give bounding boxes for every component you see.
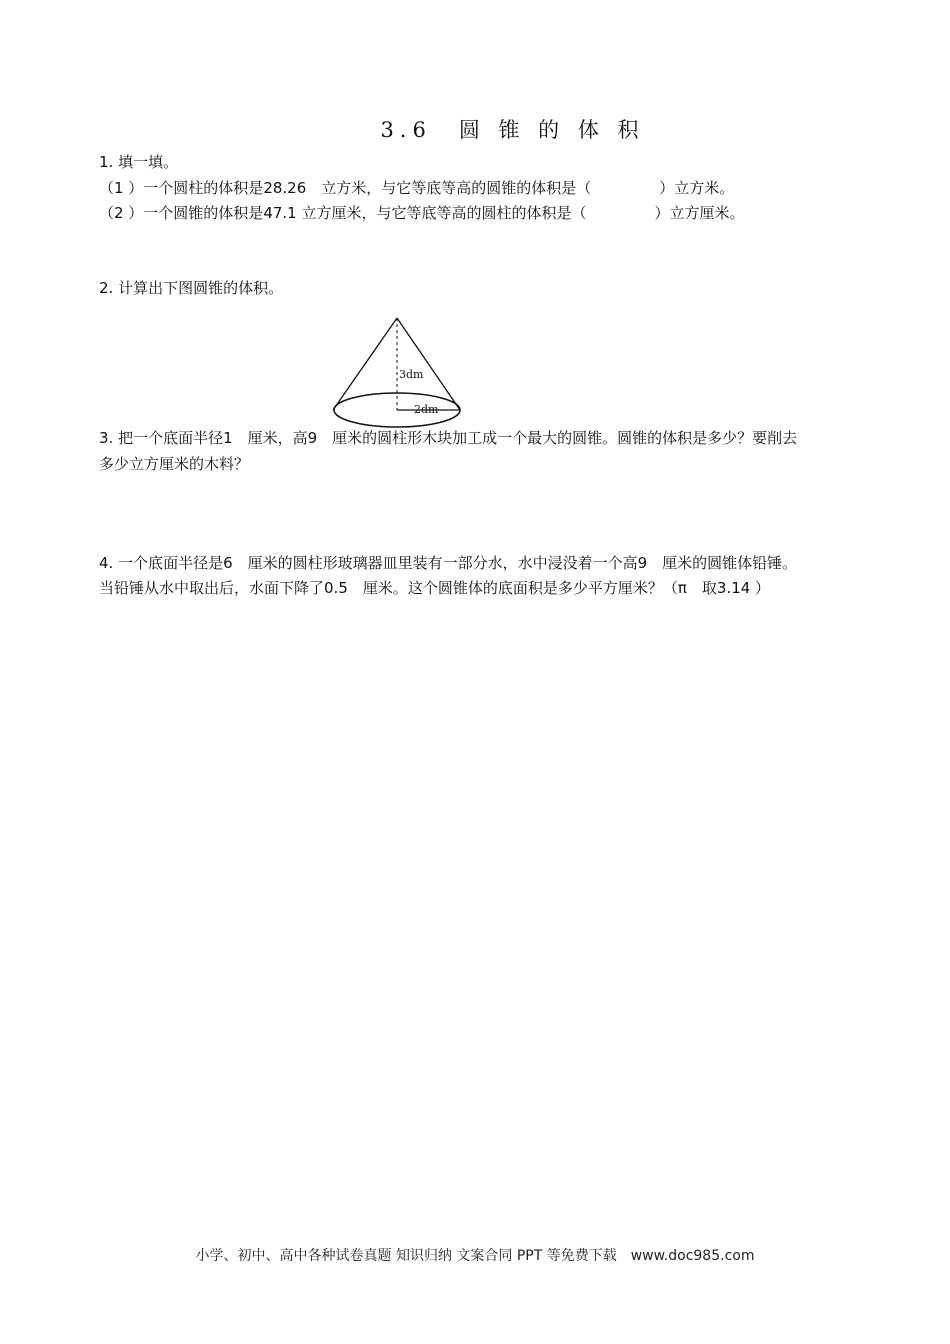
question-3-line-1: 3. 把一个底面半径1 厘米，高9 厘米的圆柱形木块加工成一个最大的圆锥。圆锥的体积是多少？要削去 xyxy=(99,429,798,447)
question-1-part-2 xyxy=(99,203,745,223)
question-1-part-1-unit: ）立方米。 xyxy=(659,179,735,197)
question-1-part-1-text: （1 ）一个圆柱的体积是28.26 立方米，与它等底等高的圆锥的体积是（ xyxy=(99,179,592,197)
question-4-line-1: 4. 一个底面半径是6 厘米的圆柱形玻璃器皿里装有一部分水，水中浸没着一个高9 厘米的圆锥体铅锤。 xyxy=(99,554,798,572)
cone-diagram xyxy=(330,312,465,440)
question-1-part-2-text: （2 ）一个圆锥的体积是47.1 立方厘米，与它等底等高的圆柱的体积是（ xyxy=(99,204,587,222)
question-3-line-2: 多少立方厘米的木料？ xyxy=(99,455,250,473)
radius-label: 2dm xyxy=(414,403,439,416)
question-2: 2. 计算出下图圆锥的体积。 xyxy=(99,279,284,297)
cone-figure xyxy=(330,312,465,440)
question-1-part-2-unit: ）立方厘米。 xyxy=(654,204,745,222)
footer-text: 小学、初中、高中各种试卷真题 知识归纳 文案合同 PPT 等免费下载 www.doc985.com xyxy=(195,1248,755,1264)
question-1-part-1 xyxy=(99,178,734,198)
page-title: 3.6 圆 锥 的 体 积 xyxy=(380,118,645,142)
height-label: 3dm xyxy=(399,368,424,381)
question-4-line-2: 当铅锤从水中取出后，水面下降了0.5 厘米。这个圆锥体的底面积是多少平方厘米？（π 取3.14 ） xyxy=(99,579,771,597)
question-1-heading: 1. 填一填。 xyxy=(99,153,179,171)
